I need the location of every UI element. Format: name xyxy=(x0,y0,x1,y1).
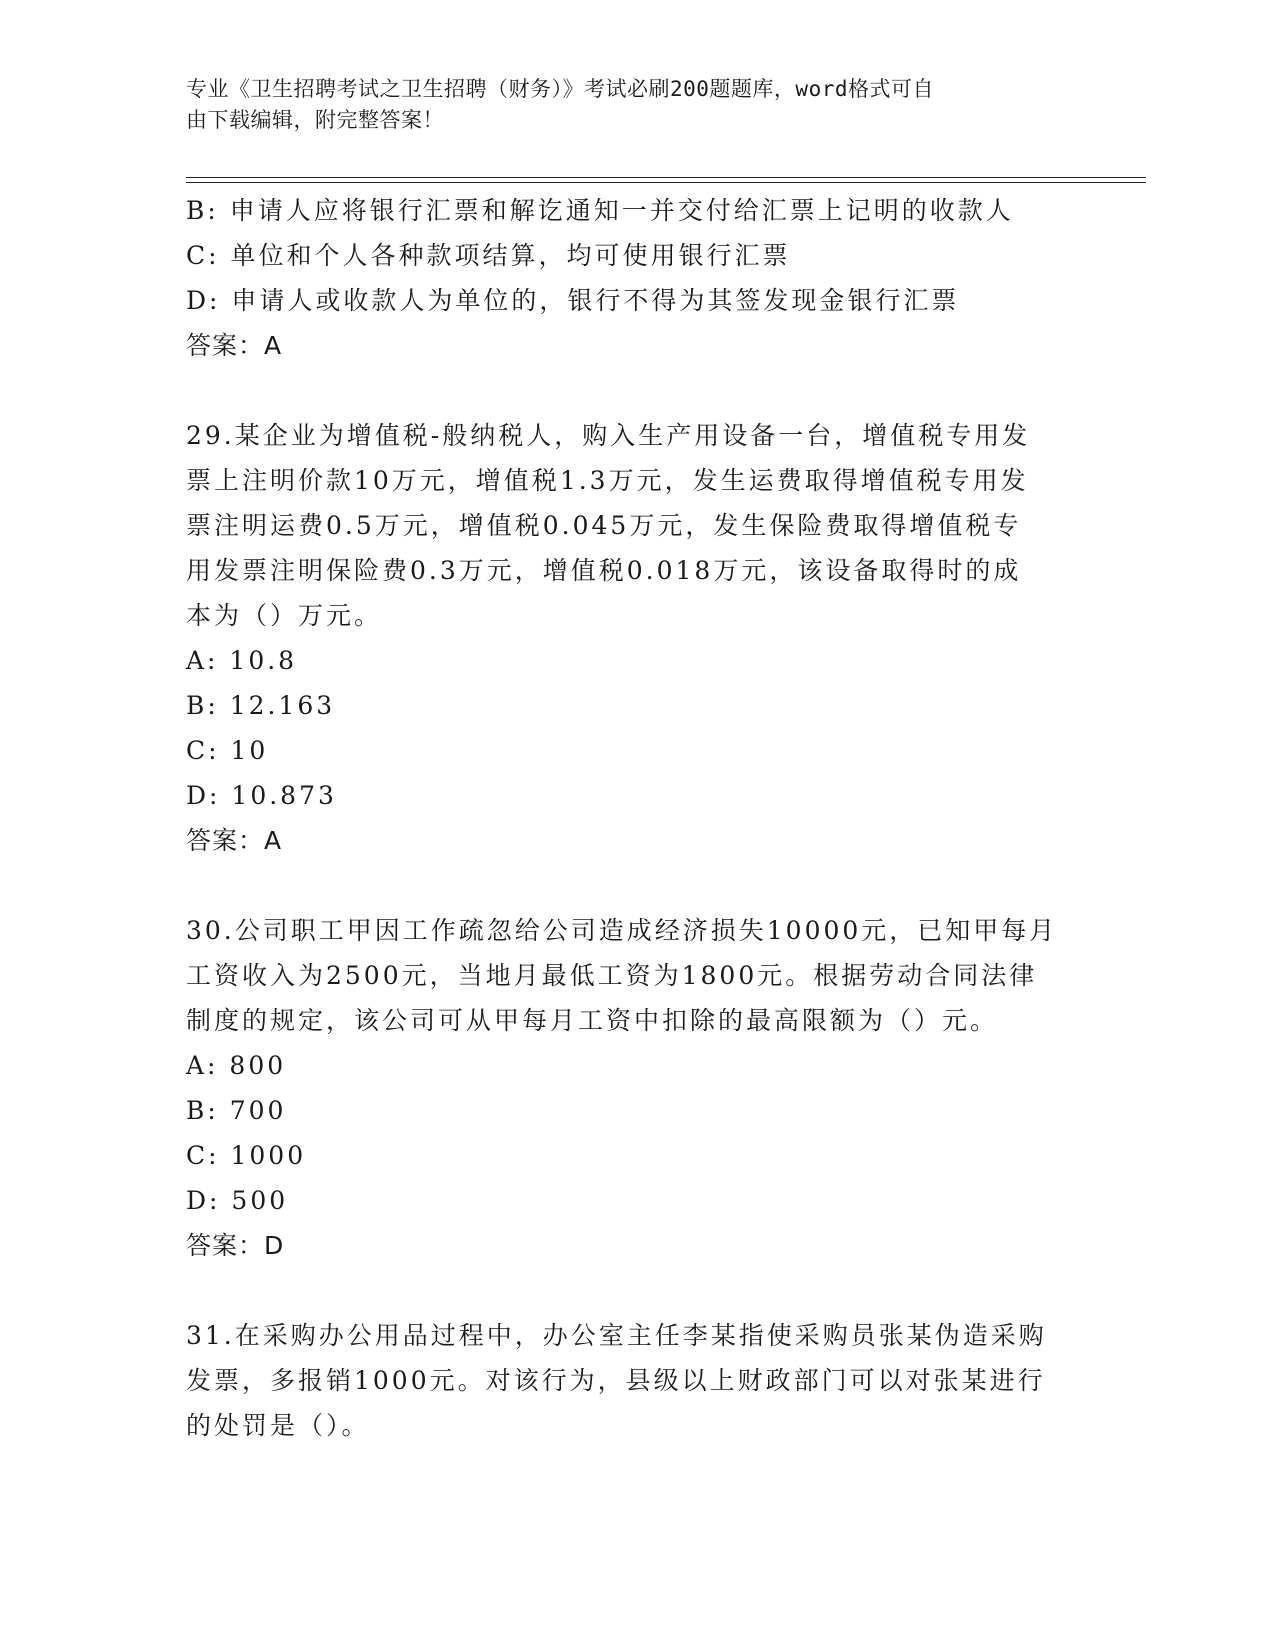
spacer xyxy=(186,368,1086,413)
document-body xyxy=(186,188,1086,1448)
question-text-line: 29.某企业为增值税-般纳税人，购入生产用设备一台，增值税专用发 xyxy=(186,421,1031,450)
question-text-line: 的处罚是（）。 xyxy=(186,1411,370,1440)
option-d: D: 500 xyxy=(186,1186,289,1215)
header-line-2: 由下载编辑，附完整答案！ xyxy=(186,108,444,132)
option-a: A: 800 xyxy=(186,1051,287,1080)
question-text-line: 票上注明价款10万元，增值税1.3万元，发生运费取得增值税专用发 xyxy=(186,466,1029,495)
question-30 xyxy=(186,908,1086,1268)
question-text-line: 工资收入为2500元，当地月最低工资为1800元。根据劳动合同法律 xyxy=(186,961,1038,990)
answer-line: 答案：D xyxy=(186,1231,285,1260)
header-rule-bottom xyxy=(186,182,1146,183)
answer-line: 答案：A xyxy=(186,331,283,360)
question-text-line: 31.在采购办公用品过程中，办公室主任李某指使采购员张某伪造采购 xyxy=(186,1321,1047,1350)
question-text-line: 用发票注明保险费0.3万元，增值税0.018万元，该设备取得时的成 xyxy=(186,556,1022,585)
header-rule-top xyxy=(186,177,1146,178)
header-line-1: 专业《卫生招聘考试之卫生招聘（财务）》考试必刷200题题库，word格式可自 xyxy=(186,77,934,101)
question-text-line: 制度的规定，该公司可从甲每月工资中扣除的最高限额为（）元。 xyxy=(186,1006,999,1035)
question-text-line: 30.公司职工甲因工作疏忽给公司造成经济损失10000元，已知甲每月 xyxy=(186,916,1058,945)
document-header xyxy=(186,74,1066,136)
option-a: A: 10.8 xyxy=(186,646,298,675)
question-text-line: 票注明运费0.5万元，增值税0.045万元，发生保险费取得增值税专 xyxy=(186,511,1022,540)
option-c: C: 1000 xyxy=(186,1141,307,1170)
answer-line: 答案：A xyxy=(186,826,283,855)
question-text-line: 发票，多报销1000元。对该行为，县级以上财政部门可以对张某进行 xyxy=(186,1366,1046,1395)
option-d: D: 10.873 xyxy=(186,781,337,810)
question-28-tail xyxy=(186,188,1086,368)
option-b: B: 700 xyxy=(186,1096,287,1125)
question-29 xyxy=(186,413,1086,863)
spacer xyxy=(186,1268,1086,1313)
option-c: C: 10 xyxy=(186,736,269,765)
option-c: C: 单位和个人各种款项结算，均可使用银行汇票 xyxy=(186,241,791,270)
option-b: B: 12.163 xyxy=(186,691,336,720)
question-31 xyxy=(186,1313,1086,1448)
question-text-line: 本为（）万元。 xyxy=(186,601,383,630)
option-b: B: 申请人应将银行汇票和解讫通知一并交付给汇票上记明的收款人 xyxy=(186,196,1014,225)
option-d: D: 申请人或收款人为单位的，银行不得为其签发现金银行汇票 xyxy=(186,286,960,315)
spacer xyxy=(186,863,1086,908)
